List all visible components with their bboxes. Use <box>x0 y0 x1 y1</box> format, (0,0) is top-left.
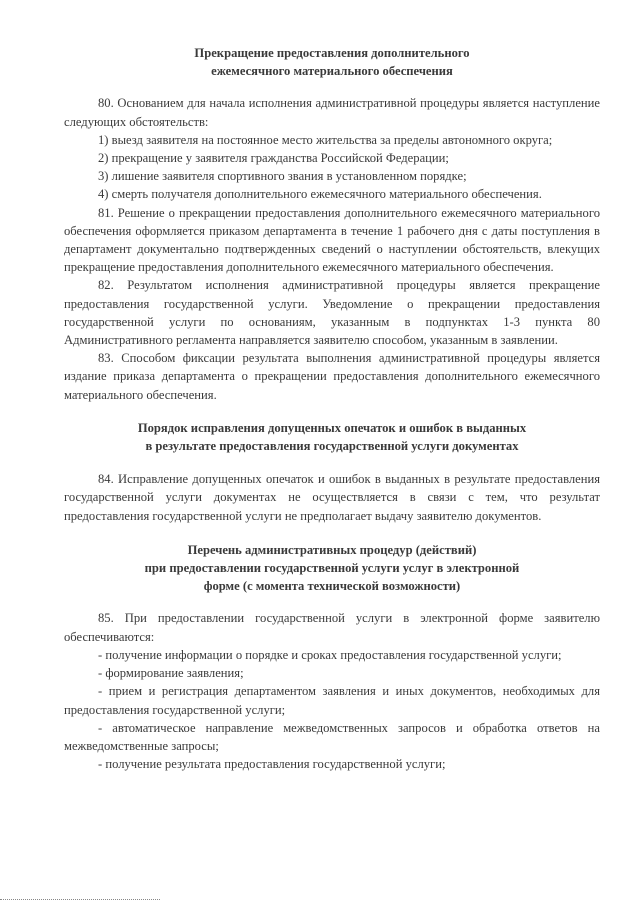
list-item-85-5: - получение результата предоставления государственной услуги; <box>98 757 446 772</box>
paragraph-80: 80. Основанием для начала исполнения административной процедуры является наступление следующих обстоятельств: <box>64 96 600 129</box>
heading-line: Прекращение предоставления дополнительного <box>194 46 470 60</box>
heading-line: Перечень административных процедур (действий) <box>187 542 477 557</box>
section-heading-electronic-procedures <box>64 541 600 596</box>
list-item-85-1: - получение информации о порядке и сроках предоставления государственной услуги; <box>98 647 562 662</box>
paragraph-85: 85. При предоставлении государственной услуги в электронной форме заявителю обеспечиваются: <box>64 611 600 644</box>
section-body-termination <box>64 94 600 403</box>
heading-line: ежемесячного материального обеспечения <box>211 64 453 79</box>
paragraph-82: 82. Результатом исполнения административной процедуры является прекращение предоставления государственной услуги. Уведомление о прекращении предоставления государственной услуги по основаниям, указанным в подпунктах 1-3 пункта 80 Административного регламента направляется заявителю способом, указанным в заявлении. <box>64 278 600 348</box>
paragraph-81: 81. Решение о прекращении предоставления дополнительного ежемесячного материального обеспечения оформляется приказом департамента в течение 1 рабочего дня с даты поступления в департамент документально подтвержденных сведений о наступлении обстоятельств, влекущих прекращение предоставления дополнительного ежемесячного материального обеспечения. <box>64 205 600 275</box>
page-bottom-rule <box>0 899 160 900</box>
list-item-80-1: 1) выезд заявителя на постоянное место жительства за пределы автономного округа; <box>98 132 553 147</box>
heading-line: форме (с момента технической возможности) <box>203 579 461 594</box>
list-item-80-2: 2) прекращение у заявителя гражданства Российской Федерации; <box>98 151 449 166</box>
section-heading-corrections <box>64 419 600 455</box>
paragraph-83: 83. Способом фиксации результата выполнения административной процедуры является издание приказа департамента о прекращении предоставления дополнительного ежемесячного материального обеспечения. <box>64 351 600 402</box>
document-page <box>64 44 600 773</box>
section-heading-termination <box>64 44 600 80</box>
list-item-85-3: - прием и регистрация департаментом заявления и иных документов, необходимых для предоставления государственной услуги; <box>64 684 600 717</box>
list-item-85-4: - автоматическое направление межведомственных запросов и обработка ответов на межведомственные запросы; <box>64 720 600 753</box>
list-item-80-3: 3) лишение заявителя спортивного звания в установленном порядке; <box>98 169 467 184</box>
heading-line: Порядок исправления допущенных опечаток и ошибок в выданных <box>137 420 527 435</box>
list-item-80-4: 4) смерть получателя дополнительного ежемесячного материального обеспечения. <box>98 187 542 202</box>
list-item-85-2: - формирование заявления; <box>98 666 244 681</box>
heading-line: при предоставлении государственной услуги услуг в электронной <box>144 561 520 576</box>
heading-line: в результате предоставления государственной услуги документах <box>145 439 519 454</box>
section-body-corrections <box>64 470 600 525</box>
section-body-electronic-procedures <box>64 609 600 773</box>
paragraph-84: 84. Исправление допущенных опечаток и ошибок в выданных в результате предоставления государственной услуги документах не осуществляется в связи с тем, что результат предоставления государственной услуги не предполагает выдачу заявителю документов. <box>64 472 600 523</box>
